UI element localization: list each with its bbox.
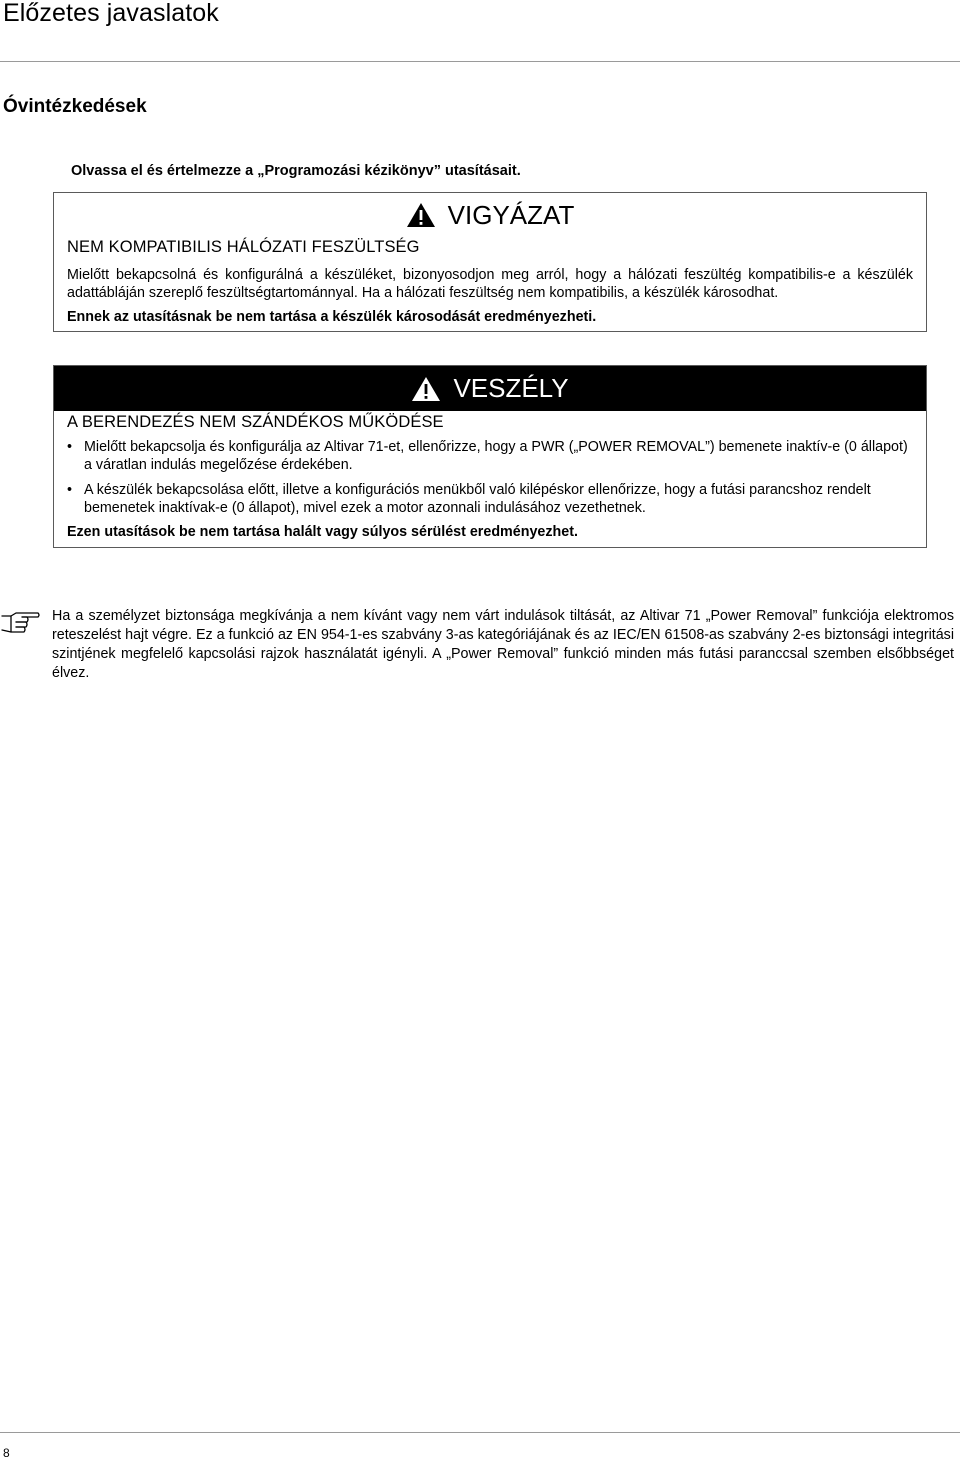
caution-text: Mielőtt bekapcsolná és konfigurálná a készüléket, bizonyosodjon meg arról, hogy a hálózati feszültég kompatibilis-e a készülék adattábláján szereplő feszültségtartománnyal. Ha a hálózati feszültség nem kompatibilis, a készülék károsodhat. (67, 267, 913, 301)
pointing-hand-icon (0, 610, 40, 634)
list-item-text: Mielőtt bekapcsolja és konfigurálja az Altivar 71-et, ellenőrizze, hogy a PWR („POWER REMOVAL”) bemenete inaktív-e (0 állapot) a váratlan indulás megelőzése érdekében. (84, 439, 908, 473)
danger-hazard-title: A BERENDEZÉS NEM SZÁNDÉKOS MŰKÖDÉSE (67, 413, 444, 431)
danger-signal-word: VESZÉLY (453, 373, 569, 403)
caution-signal-word: VIGYÁZAT (447, 199, 575, 230)
footer-divider (0, 1432, 960, 1433)
warning-triangle-icon (411, 376, 441, 402)
intro-text: Olvassa el és értelmezze a „Programozási kézikönyv” utasításait. (71, 163, 521, 179)
section-title: Óvintézkedések (3, 96, 147, 117)
bullet-dot: • (67, 482, 73, 498)
caution-consequence: Ennek az utasításnak be nem tartása a készülék károsodását eredményezheti. (67, 309, 597, 325)
list-item-text: A készülék bekapcsolása előtt, illetve a konfigurációs menükből való kilépéskor ellenőrizze, hogy a futási parancshoz rendelt bemenetek inaktívak-e (0 állapot), mivel ezek a motor azonnali indulásához vezethetnek. (84, 482, 871, 516)
list-item (67, 481, 913, 517)
caution-header (54, 193, 926, 237)
caution-box (53, 192, 927, 332)
danger-box (53, 365, 927, 548)
note-text: Ha a személyzet biztonsága megkívánja a nem kívánt vagy nem várt indulások tiltását, az Altivar 71 „Power Removal” funkciója elektromos reteszelést hajt végre. Ez a funkció az EN 954-1-es szabvány 3-as kategóriájának és az IEC/EN 61508-as szabvány 2-es biztonsági integritási szintjének megfelelő kapcsolási rajzok használatát igényli. A „Power Removal” funkció minden más futási paranccsal szemben elsőbbséget élvez. (52, 608, 954, 681)
caution-hazard-title: NEM KOMPATIBILIS HÁLÓZATI FESZÜLTSÉG (67, 238, 420, 256)
danger-consequence: Ezen utasítások be nem tartása halált vagy súlyos sérülést eredményezhet. (67, 524, 578, 540)
header-divider (0, 61, 960, 62)
list-item (67, 438, 913, 474)
danger-header (54, 366, 926, 411)
page-number: 8 (3, 1446, 10, 1460)
bullet-dot: • (67, 439, 73, 455)
warning-triangle-icon (406, 202, 436, 228)
chapter-title: Előzetes javaslatok (3, 0, 219, 27)
